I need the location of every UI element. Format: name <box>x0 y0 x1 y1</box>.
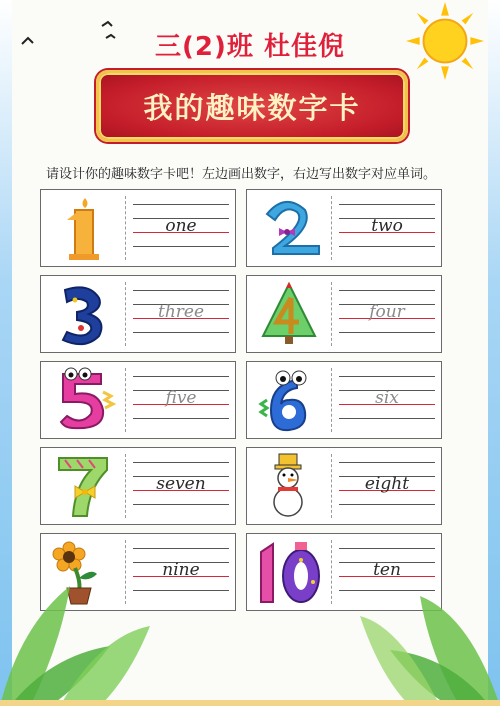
writing-lines <box>133 204 229 252</box>
number-word: nine <box>162 560 200 580</box>
card-divider <box>125 368 126 432</box>
card-three <box>40 275 236 353</box>
title-banner <box>96 70 408 142</box>
number-7-bow-drawing <box>45 452 121 520</box>
card-four <box>246 275 442 353</box>
card-divider <box>125 196 126 260</box>
writing-lines <box>339 462 435 510</box>
number-1-candle-drawing <box>45 194 121 262</box>
instruction-text: 请设计你的趣味数字卡吧！左边画出数字，右边写出数字对应单词。 <box>46 167 437 182</box>
number-5-monster-drawing <box>45 366 121 434</box>
card-divider <box>125 282 126 346</box>
foliage-decoration <box>0 560 500 706</box>
number-word: seven <box>156 474 206 494</box>
card-five <box>40 361 236 439</box>
card-divider <box>331 454 332 518</box>
card-two <box>246 189 442 267</box>
number-word: five <box>165 388 197 408</box>
writing-lines <box>133 290 229 338</box>
card-one <box>40 189 236 267</box>
writing-lines <box>133 462 229 510</box>
card-divider <box>331 282 332 346</box>
number-4-tree-drawing <box>251 280 327 348</box>
number-word: six <box>375 388 399 408</box>
writing-lines <box>339 204 435 252</box>
class-student-title: 三(2)班 杜佳倪 <box>155 32 345 62</box>
writing-lines <box>133 376 229 424</box>
number-8-snowman-drawing <box>251 452 327 520</box>
card-divider <box>331 368 332 432</box>
number-word: four <box>369 302 405 322</box>
banner-title: 我的趣味数字卡 <box>143 90 361 125</box>
card-divider <box>125 454 126 518</box>
card-six <box>246 361 442 439</box>
writing-lines <box>339 290 435 338</box>
card-divider <box>331 196 332 260</box>
number-word: one <box>165 216 197 236</box>
number-word: three <box>157 302 205 322</box>
card-eight <box>246 447 442 525</box>
card-seven <box>40 447 236 525</box>
number-word: ten <box>373 560 401 580</box>
writing-lines <box>339 376 435 424</box>
number-word: two <box>371 216 403 236</box>
number-3-drawing <box>45 280 121 348</box>
number-2-bow-drawing <box>251 194 327 262</box>
number-word: eight <box>364 474 410 494</box>
number-6-drawing <box>251 366 327 434</box>
